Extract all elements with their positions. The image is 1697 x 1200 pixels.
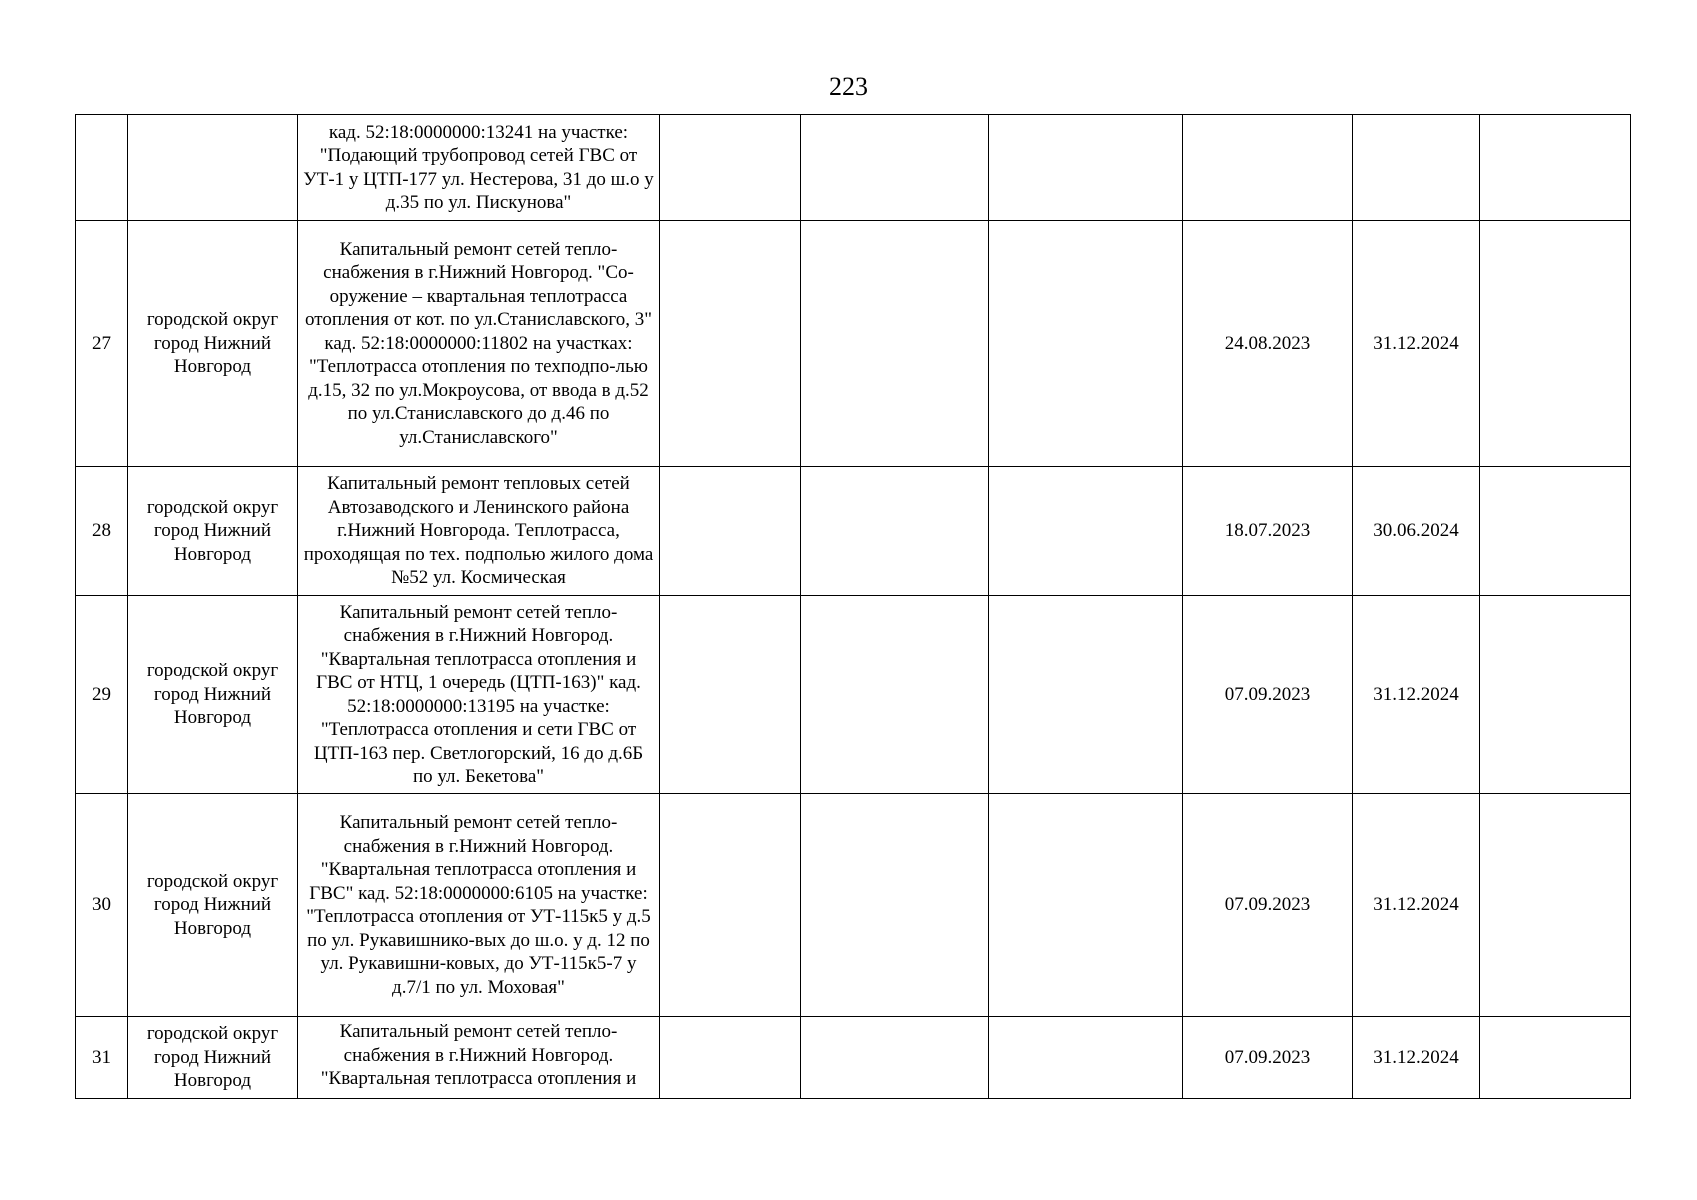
cell-empty: [989, 1017, 1183, 1099]
table-row: [76, 467, 1631, 596]
cell-empty: [1480, 596, 1631, 794]
cell-description: Капитальный ремонт сетей тепло-снабжения в г.Нижний Новгород. "Квартальная теплотрасса отопления и: [298, 1017, 660, 1099]
cell-start-date: 18.07.2023: [1183, 467, 1353, 596]
cell-municipality: городской округ город Нижний Новгород: [128, 467, 298, 596]
table-row: [76, 794, 1631, 1017]
cell-end-date: [1353, 115, 1480, 221]
table-row: [76, 596, 1631, 794]
cell-empty: [660, 596, 801, 794]
cell-empty: [801, 1017, 989, 1099]
cell-empty: [660, 794, 801, 1017]
cell-description: кад. 52:18:0000000:13241 на участке: "Подающий трубопровод сетей ГВС от УТ-1 у ЦТП-177 ул. Нестерова, 31 до ш.о у д.35 по ул. Пискунова": [298, 115, 660, 221]
cell-municipality: городской округ город Нижний Новгород: [128, 794, 298, 1017]
cell-empty: [1480, 1017, 1631, 1099]
cell-end-date: 31.12.2024: [1353, 596, 1480, 794]
cell-empty: [801, 467, 989, 596]
table-row: [76, 1017, 1631, 1099]
cell-empty: [1480, 467, 1631, 596]
cell-empty: [1480, 115, 1631, 221]
cell-empty: [801, 221, 989, 467]
cell-municipality: городской округ город Нижний Новгород: [128, 221, 298, 467]
cell-empty: [801, 794, 989, 1017]
cell-start-date: 07.09.2023: [1183, 794, 1353, 1017]
cell-description: Капитальный ремонт тепловых сетей Автозаводского и Ленинского района г.Нижний Новгорода. Теплотрасса, проходящая по тех. подполью жилого дома №52 ул. Космическая: [298, 467, 660, 596]
cell-empty: [989, 596, 1183, 794]
cell-empty: [660, 221, 801, 467]
cell-description: Капитальный ремонт сетей тепло-снабжения в г.Нижний Новгород. "Квартальная теплотрасса отопления и ГВС от НТЦ, 1 очередь (ЦТП-163)" кад. 52:18:0000000:13195 на участке: "Теплотрасса отопления и сети ГВС от ЦТП-163 пер. Светлогорский, 16 до д.6Б по ул. Бекетова": [298, 596, 660, 794]
registry-table: [75, 114, 1631, 1099]
cell-empty: [801, 115, 989, 221]
cell-start-date: [1183, 115, 1353, 221]
cell-number: 27: [76, 221, 128, 467]
table-row: [76, 115, 1631, 221]
cell-start-date: 07.09.2023: [1183, 596, 1353, 794]
cell-empty: [660, 115, 801, 221]
cell-start-date: 07.09.2023: [1183, 1017, 1353, 1099]
cell-description: Капитальный ремонт сетей тепло-снабжения в г.Нижний Новгород. "Квартальная теплотрасса отопления и ГВС" кад. 52:18:0000000:6105 на участке: "Теплотрасса отопления от УТ-115к5 у д.5 по ул. Рукавишнико-вых до ш.о. у д. 12 по ул. Рукавишни-ковых, до УТ-115к5-7 у д.7/1 по ул. Моховая": [298, 794, 660, 1017]
cell-end-date: 31.12.2024: [1353, 221, 1480, 467]
cell-empty: [660, 1017, 801, 1099]
cell-start-date: 24.08.2023: [1183, 221, 1353, 467]
cell-empty: [989, 467, 1183, 596]
cell-number: 30: [76, 794, 128, 1017]
cell-end-date: 31.12.2024: [1353, 794, 1480, 1017]
table-row: [76, 221, 1631, 467]
cell-description: Капитальный ремонт сетей тепло-снабжения в г.Нижний Новгород. "Со-оружение – квартальная теплотрасса отопления от кот. по ул.Станиславского, 3" кад. 52:18:0000000:11802 на участках: "Теплотрасса отопления по техподпо-лью д.15, 32 по ул.Мокроусова, от ввода в д.52 по ул.Станиславского до д.46 по ул.Станиславского": [298, 221, 660, 467]
cell-end-date: 30.06.2024: [1353, 467, 1480, 596]
cell-end-date: 31.12.2024: [1353, 1017, 1480, 1099]
cell-number: 28: [76, 467, 128, 596]
cell-empty: [801, 596, 989, 794]
cell-empty: [989, 115, 1183, 221]
cell-municipality: [128, 115, 298, 221]
cell-number: 29: [76, 596, 128, 794]
cell-empty: [989, 221, 1183, 467]
cell-number: 31: [76, 1017, 128, 1099]
cell-empty: [1480, 221, 1631, 467]
cell-empty: [1480, 794, 1631, 1017]
cell-number: [76, 115, 128, 221]
cell-empty: [989, 794, 1183, 1017]
cell-municipality: городской округ город Нижний Новгород: [128, 596, 298, 794]
cell-municipality: городской округ город Нижний Новгород: [128, 1017, 298, 1099]
cell-empty: [660, 467, 801, 596]
page-number: 223: [829, 72, 868, 101]
